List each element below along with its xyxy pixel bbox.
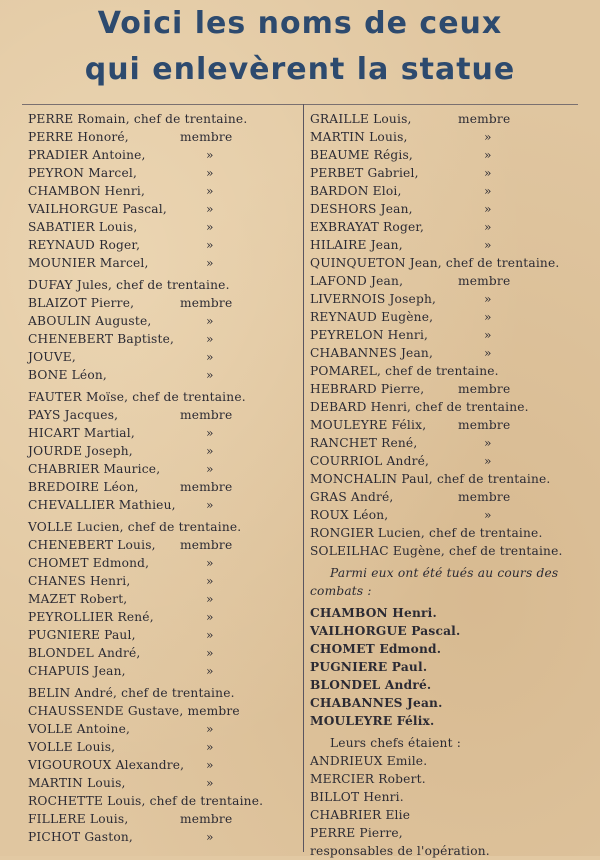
column-divider bbox=[303, 104, 304, 852]
entry-name: VOLLE Louis, bbox=[28, 740, 116, 754]
name-entry bbox=[306, 524, 596, 542]
ditto-mark: » bbox=[484, 148, 492, 162]
entry-name: EXBRAYAT Roger, bbox=[310, 220, 425, 234]
ditto-mark: » bbox=[484, 166, 492, 180]
ditto-mark: » bbox=[206, 314, 214, 328]
entry-name: VAILHORGUE Pascal, bbox=[28, 202, 167, 216]
chief-name: responsables de l'opération. bbox=[310, 844, 490, 858]
entry-name: QUINQUETON Jean, chef de trentaine. bbox=[310, 256, 560, 270]
killed-name: VAILHORGUE Pascal. bbox=[310, 624, 461, 638]
name-entry bbox=[24, 702, 300, 720]
name-entry bbox=[306, 200, 596, 218]
entry-name: CHAMBON Henri, bbox=[28, 184, 146, 198]
entry-name: PERBET Gabriel, bbox=[310, 166, 419, 180]
ditto-mark: » bbox=[206, 350, 214, 364]
entry-name: PEYRON Marcel, bbox=[28, 166, 138, 180]
name-entry bbox=[306, 272, 596, 290]
entry-name: BREDOIRE Léon, bbox=[28, 480, 139, 494]
name-entry bbox=[24, 200, 300, 218]
entry-name: CHEVALLIER Mathieu, bbox=[28, 498, 176, 512]
ditto-mark: » bbox=[484, 310, 492, 324]
role-label: membre bbox=[180, 812, 233, 826]
name-entry bbox=[306, 110, 596, 128]
name-entry bbox=[24, 182, 300, 200]
entry-name: VOLLE Lucien, chef de trentaine. bbox=[28, 520, 242, 534]
role-label: membre bbox=[180, 130, 233, 144]
name-entry bbox=[24, 720, 300, 738]
name-entry bbox=[306, 128, 596, 146]
entry-name: JOUVE, bbox=[28, 350, 76, 364]
entry-name: ROUX Léon, bbox=[310, 508, 389, 522]
left-column bbox=[24, 110, 300, 846]
killed-name: CHABANNES Jean. bbox=[310, 696, 443, 710]
ditto-mark: » bbox=[206, 776, 214, 790]
entry-name: MOUNIER Marcel, bbox=[28, 256, 149, 270]
entry-name: HEBRARD Pierre, bbox=[310, 382, 425, 396]
chief-name: PERRE Pierre, bbox=[310, 826, 403, 840]
chiefs-intro: Leurs chefs étaient : bbox=[330, 736, 462, 750]
ditto-mark: » bbox=[484, 292, 492, 306]
name-entry bbox=[24, 460, 300, 478]
name-entry bbox=[24, 110, 300, 128]
entry-name: BLONDEL André, bbox=[28, 646, 141, 660]
entry-name: ABOULIN Auguste, bbox=[28, 314, 152, 328]
entry-name: PAYS Jacques, bbox=[28, 408, 119, 422]
name-entry bbox=[24, 330, 300, 348]
name-entry bbox=[306, 362, 596, 380]
right-column bbox=[306, 110, 596, 860]
chief-name: MERCIER Robert. bbox=[310, 772, 426, 786]
entry-name: CHABRIER Maurice, bbox=[28, 462, 161, 476]
entry-name: FILLERE Louis, bbox=[28, 812, 129, 826]
ditto-mark: » bbox=[206, 740, 214, 754]
entry-name: PICHOT Gaston, bbox=[28, 830, 133, 844]
ditto-mark: » bbox=[206, 148, 214, 162]
ditto-mark: » bbox=[206, 332, 214, 346]
ditto-mark: » bbox=[484, 454, 492, 468]
name-entry bbox=[306, 398, 596, 416]
name-entry bbox=[306, 344, 596, 362]
name-entry bbox=[24, 128, 300, 146]
name-entry bbox=[24, 276, 300, 294]
entry-name: PEYRELON Henri, bbox=[310, 328, 429, 342]
name-entry bbox=[24, 348, 300, 366]
header-rule bbox=[22, 104, 578, 105]
ditto-mark: » bbox=[206, 498, 214, 512]
name-entry bbox=[306, 308, 596, 326]
entry-name: MARTIN Louis, bbox=[310, 130, 408, 144]
entry-name: RONGIER Lucien, chef de trentaine. bbox=[310, 526, 543, 540]
name-entry bbox=[24, 536, 300, 554]
ditto-mark: » bbox=[206, 202, 214, 216]
entry-name: JOURDE Joseph, bbox=[28, 444, 133, 458]
ditto-mark: » bbox=[484, 184, 492, 198]
entry-name: BARDON Eloi, bbox=[310, 184, 402, 198]
killed-name: CHAMBON Henri. bbox=[310, 606, 437, 620]
entry-name: HILAIRE Jean, bbox=[310, 238, 403, 252]
entry-name: PUGNIERE Paul, bbox=[28, 628, 136, 642]
entry-name: SABATIER Louis, bbox=[28, 220, 138, 234]
ditto-mark: » bbox=[206, 444, 214, 458]
name-entry bbox=[306, 488, 596, 506]
role-label: membre bbox=[458, 112, 511, 126]
ditto-mark: » bbox=[206, 426, 214, 440]
name-entry bbox=[24, 218, 300, 236]
chief-name: ANDRIEUX Emile. bbox=[310, 754, 428, 768]
ditto-mark: » bbox=[484, 346, 492, 360]
entry-name: MOULEYRE Félix, bbox=[310, 418, 427, 432]
entry-name: PERRE Honoré, bbox=[28, 130, 129, 144]
killed-list bbox=[306, 604, 596, 730]
name-entry bbox=[24, 662, 300, 680]
ditto-mark: » bbox=[206, 628, 214, 642]
entry-name: CHENEBERT Baptiste, bbox=[28, 332, 175, 346]
name-entry bbox=[306, 452, 596, 470]
name-entry bbox=[24, 792, 300, 810]
name-entry bbox=[306, 434, 596, 452]
ditto-mark: » bbox=[484, 328, 492, 342]
ditto-mark: » bbox=[206, 184, 214, 198]
ditto-mark: » bbox=[484, 202, 492, 216]
entry-name: PEYROLLIER René, bbox=[28, 610, 154, 624]
name-entry bbox=[24, 590, 300, 608]
ditto-mark: » bbox=[206, 166, 214, 180]
ditto-mark: » bbox=[206, 664, 214, 678]
name-entry bbox=[24, 366, 300, 384]
entry-name: COURRIOL André, bbox=[310, 454, 430, 468]
name-entry bbox=[306, 182, 596, 200]
name-entry bbox=[306, 236, 596, 254]
ditto-mark: » bbox=[484, 436, 492, 450]
entry-name: DEBARD Henri, chef de trentaine. bbox=[310, 400, 529, 414]
name-entry bbox=[24, 312, 300, 330]
entry-name: LIVERNOIS Joseph, bbox=[310, 292, 437, 306]
entry-name: BLAIZOT Pierre, bbox=[28, 296, 135, 310]
name-entry bbox=[306, 146, 596, 164]
entry-name: CHAUSSENDE Gustave, membre bbox=[28, 704, 240, 718]
name-entry bbox=[306, 380, 596, 398]
name-entry bbox=[24, 756, 300, 774]
headline-line-1: Voici les noms de ceux bbox=[97, 6, 503, 41]
entry-name: SOLEILHAC Eugène, chef de trentaine. bbox=[310, 544, 563, 558]
chief-name: BILLOT Henri. bbox=[310, 790, 404, 804]
entry-name: REYNAUD Roger, bbox=[28, 238, 141, 252]
role-label: membre bbox=[180, 408, 233, 422]
name-entry bbox=[24, 828, 300, 846]
ditto-mark: » bbox=[206, 220, 214, 234]
name-entry bbox=[24, 254, 300, 272]
name-entry bbox=[306, 506, 596, 524]
name-entry bbox=[306, 542, 596, 560]
name-entry bbox=[24, 518, 300, 536]
entry-name: POMAREL, chef de trentaine. bbox=[310, 364, 499, 378]
role-label: membre bbox=[458, 382, 511, 396]
killed-name: CHOMET Edmond. bbox=[310, 642, 442, 656]
name-entry bbox=[24, 810, 300, 828]
ditto-mark: » bbox=[206, 556, 214, 570]
entry-name: PERRE Romain, chef de trentaine. bbox=[28, 112, 248, 126]
name-entry bbox=[24, 294, 300, 312]
entry-name: CHABANNES Jean, bbox=[310, 346, 434, 360]
entry-name: MAZET Robert, bbox=[28, 592, 128, 606]
ditto-mark: » bbox=[206, 646, 214, 660]
right-name-list bbox=[306, 110, 596, 560]
name-entry bbox=[24, 424, 300, 442]
name-entry bbox=[24, 236, 300, 254]
entry-name: VIGOUROUX Alexandre, bbox=[28, 758, 185, 772]
entry-name: ROCHETTE Louis, chef de trentaine. bbox=[28, 794, 264, 808]
entry-name: VOLLE Antoine, bbox=[28, 722, 131, 736]
name-entry bbox=[24, 572, 300, 590]
name-entry bbox=[24, 406, 300, 424]
name-entry bbox=[24, 442, 300, 460]
entry-name: LAFOND Jean, bbox=[310, 274, 404, 288]
entry-name: BEAUME Régis, bbox=[310, 148, 413, 162]
killed-name: MOULEYRE Félix. bbox=[310, 714, 435, 728]
chiefs-list bbox=[306, 752, 596, 860]
ditto-mark: » bbox=[484, 238, 492, 252]
role-label: membre bbox=[458, 418, 511, 432]
name-entry bbox=[24, 626, 300, 644]
name-entry bbox=[24, 146, 300, 164]
entry-name: DESHORS Jean, bbox=[310, 202, 413, 216]
name-entry bbox=[24, 496, 300, 514]
entry-name: BELIN André, chef de trentaine. bbox=[28, 686, 235, 700]
name-entry bbox=[24, 774, 300, 792]
killed-intro-2: combats : bbox=[310, 584, 372, 598]
entry-name: CHOMET Edmond, bbox=[28, 556, 150, 570]
name-entry bbox=[306, 416, 596, 434]
role-label: membre bbox=[458, 274, 511, 288]
entry-name: REYNAUD Eugène, bbox=[310, 310, 434, 324]
name-entry bbox=[306, 290, 596, 308]
role-label: membre bbox=[180, 480, 233, 494]
ditto-mark: » bbox=[206, 610, 214, 624]
ditto-mark: » bbox=[484, 220, 492, 234]
entry-name: GRAS André, bbox=[310, 490, 394, 504]
chief-name: CHABRIER Elie bbox=[310, 808, 411, 822]
ditto-mark: » bbox=[484, 130, 492, 144]
ditto-mark: » bbox=[206, 830, 214, 844]
name-entry bbox=[24, 388, 300, 406]
entry-name: HICART Martial, bbox=[28, 426, 135, 440]
ditto-mark: » bbox=[206, 722, 214, 736]
ditto-mark: » bbox=[206, 256, 214, 270]
entry-name: CHANES Henri, bbox=[28, 574, 131, 588]
name-entry bbox=[306, 326, 596, 344]
entry-name: CHAPUIS Jean, bbox=[28, 664, 126, 678]
killed-name: PUGNIERE Paul. bbox=[310, 660, 428, 674]
role-label: membre bbox=[180, 538, 233, 552]
name-entry bbox=[306, 218, 596, 236]
entry-name: FAUTER Moïse, chef de trentaine. bbox=[28, 390, 246, 404]
ditto-mark: » bbox=[206, 368, 214, 382]
entry-name: DUFAY Jules, chef de trentaine. bbox=[28, 278, 230, 292]
name-entry bbox=[24, 164, 300, 182]
name-entry bbox=[24, 554, 300, 572]
entry-name: BONE Léon, bbox=[28, 368, 107, 382]
name-entry bbox=[24, 478, 300, 496]
ditto-mark: » bbox=[484, 508, 492, 522]
headline-line-2: qui enlevèrent la statue bbox=[84, 52, 516, 87]
role-label: membre bbox=[180, 296, 233, 310]
name-entry bbox=[24, 644, 300, 662]
ditto-mark: » bbox=[206, 758, 214, 772]
entry-name: MARTIN Louis, bbox=[28, 776, 126, 790]
killed-name: BLONDEL André. bbox=[310, 678, 432, 692]
ditto-mark: » bbox=[206, 592, 214, 606]
killed-intro: Parmi eux ont été tués au cours des bbox=[330, 566, 559, 580]
name-entry bbox=[306, 254, 596, 272]
role-label: membre bbox=[458, 490, 511, 504]
entry-name: CHENEBERT Louis, bbox=[28, 538, 156, 552]
entry-name: GRAILLE Louis, bbox=[310, 112, 412, 126]
ditto-mark: » bbox=[206, 574, 214, 588]
ditto-mark: » bbox=[206, 462, 214, 476]
name-entry bbox=[24, 608, 300, 626]
name-entry bbox=[306, 164, 596, 182]
name-entry bbox=[24, 684, 300, 702]
name-entry bbox=[24, 738, 300, 756]
entry-name: PRADIER Antoine, bbox=[28, 148, 146, 162]
entry-name: MONCHALIN Paul, chef de trentaine. bbox=[310, 472, 551, 486]
name-entry bbox=[306, 470, 596, 488]
ditto-mark: » bbox=[206, 238, 214, 252]
entry-name: RANCHET René, bbox=[310, 436, 418, 450]
